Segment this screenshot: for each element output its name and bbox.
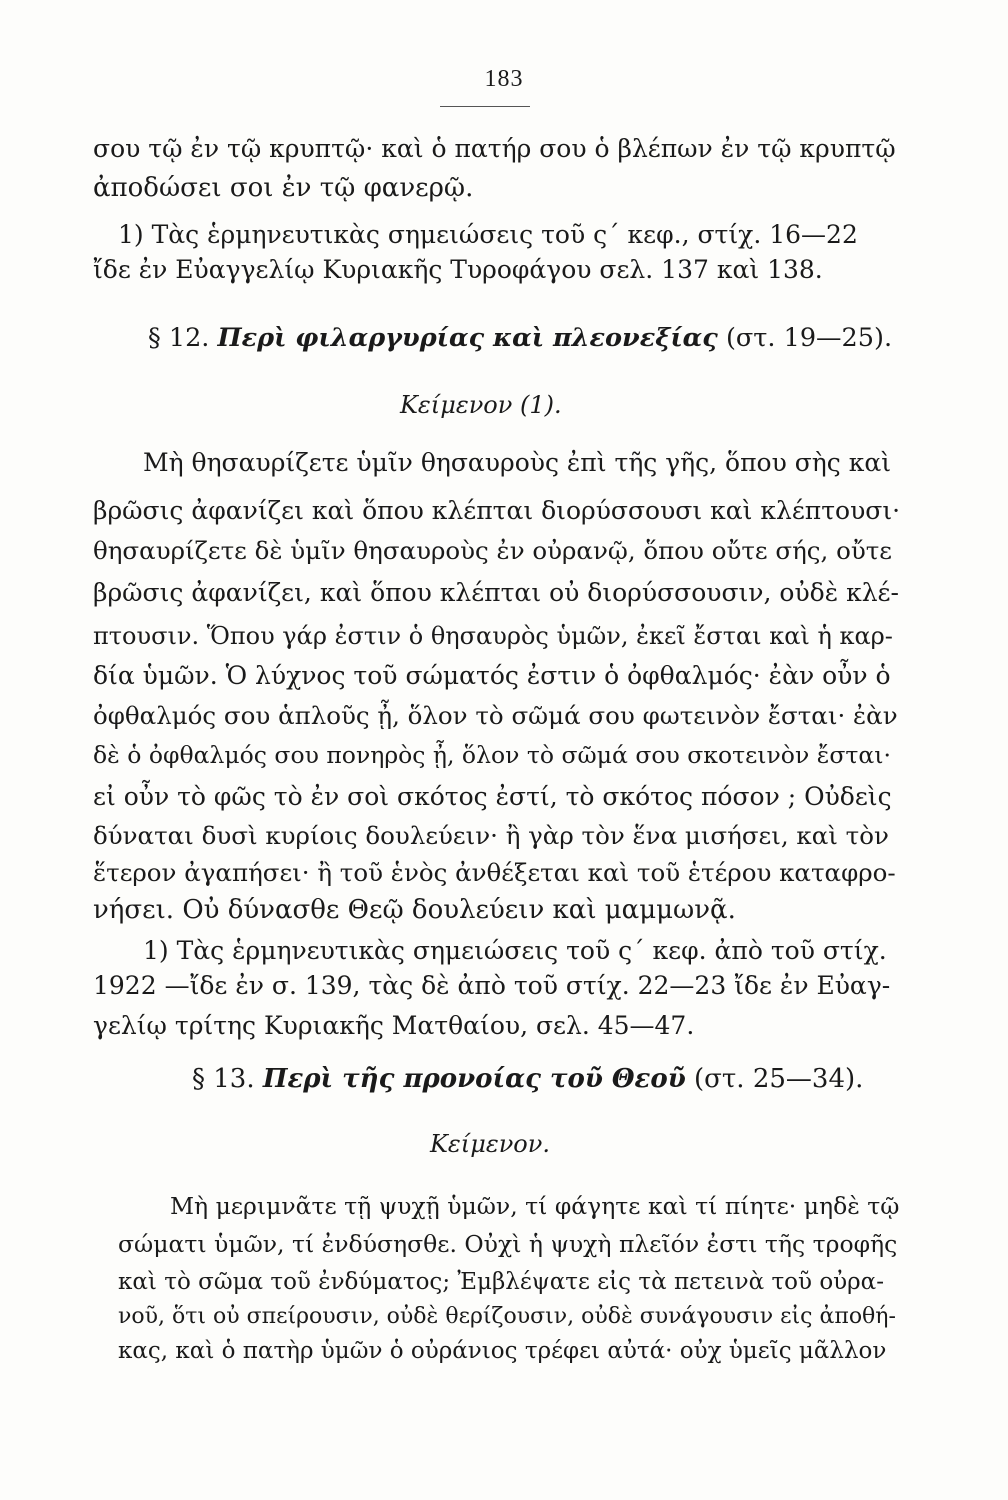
section-12-subheading: Κείμενον (1). <box>400 391 562 419</box>
footnote-line: 1) Τὰς ἑρμηνευτικὰς σημειώσεις τοῦ ς΄ κεφ. ἀπὸ τοῦ στίχ. <box>143 936 887 965</box>
text-line: δία ὑμῶν. Ὁ λύχνος τοῦ σώματός ἐστιν ὁ ὀφθαλμός· ἐὰν οὖν ὁ <box>93 661 891 690</box>
text-line: καὶ τὸ σῶμα τοῦ ἐνδύματος; Ἐμβλέψατε εἰς τὰ πετεινὰ τοῦ οὐρα- <box>118 1269 884 1295</box>
footnote-line: 1) Τὰς ἑρμηνευτικὰς σημειώσεις τοῦ ς΄ κεφ., στίχ. 16—22 <box>118 220 858 249</box>
section-13-subheading: Κείμενον. <box>430 1130 550 1158</box>
text-line: δὲ ὁ ὀφθαλμός σου πονηρὸς ᾖ, ὅλον τὸ σῶμά σου σκοτεινὸν ἔσται· <box>93 741 891 769</box>
page-number: 183 <box>484 66 524 92</box>
text-line: εἰ οὖν τὸ φῶς τὸ ἐν σοὶ σκότος ἐστί, τὸ σκότος πόσον ; Οὐδεὶς <box>93 782 892 811</box>
text-line: σώματι ὑμῶν, τί ἐνδύσησθε. Οὐχὶ ἡ ψυχὴ πλεῖόν ἐστι τῆς τροφῆς <box>118 1230 898 1258</box>
text-line: νοῦ, ὅτι οὐ σπείρουσιν, οὐδὲ θερίζουσιν, οὐδὲ συνάγουσιν εἰς ἀποθή- <box>118 1304 896 1329</box>
text-line: ὀφθαλμός σου ἁπλοῦς ᾖ, ὅλον τὸ σῶμά σου φωτεινὸν ἔσται· ἐὰν <box>93 701 898 730</box>
text-line: δύναται δυσὶ κυρίοις δουλεύειν· ἢ γὰρ τὸν ἕνα μισήσει, καὶ τὸν <box>93 821 889 850</box>
text-line: πτουσιν. Ὅπου γάρ ἐστιν ὁ θησαυρὸς ὑμῶν, ἐκεῖ ἔσται καὶ ἡ καρ- <box>93 622 893 650</box>
text-line: Μὴ μεριμνᾶτε τῇ ψυχῇ ὑμῶν, τί φάγητε καὶ τί πίητε· μηδὲ τῷ <box>170 1192 900 1220</box>
section-number: § 12. <box>148 323 210 353</box>
section-13-heading <box>192 1063 863 1095</box>
section-range: (στ. 25—34). <box>694 1064 864 1094</box>
section-range: (στ. 19—25). <box>725 323 893 353</box>
text-line: θησαυρίζετε δὲ ὑμῖν θησαυροὺς ἐν οὐρανῷ, ὅπου οὔτε σής, οὔτε <box>93 536 892 565</box>
text-line: βρῶσις ἀφανίζει καὶ ὅπου κλέπται διορύσσουσι καὶ κλέπτουσι· <box>93 496 901 525</box>
text-line: νήσει. Οὐ δύνασθε Θεῷ δουλεύειν καὶ μαμμωνᾷ. <box>93 895 736 925</box>
text-line: βρῶσις ἀφανίζει, καὶ ὅπου κλέπται οὐ διορύσσουσιν, οὐδὲ κλέ- <box>93 578 899 607</box>
section-12-heading <box>148 322 892 354</box>
text-line: κας, καὶ ὁ πατὴρ ὑμῶν ὁ οὐράνιος τρέφει αὐτά· οὐχ ὑμεῖς μᾶλλον <box>118 1338 887 1364</box>
header-rule <box>440 106 530 107</box>
text-line: ἕτερον ἀγαπήσει· ἢ τοῦ ἑνὸς ἀνθέξεται καὶ τοῦ ἑτέρου καταφρο- <box>93 858 896 887</box>
footnote-line: γελίῳ τρίτης Κυριακῆς Ματθαίου, σελ. 45—47. <box>93 1011 695 1040</box>
text-line: Μὴ θησαυρίζετε ὑμῖν θησαυροὺς ἐπὶ τῆς γῆς, ὅπου σὴς καὶ <box>143 448 892 477</box>
footnote-line: 1922 —ἴδε ἐν σ. 139, τὰς δὲ ἀπὸ τοῦ στίχ. 22—23 ἴδε ἐν Εὐαγ- <box>93 971 891 1000</box>
footnote-line: ἴδε ἐν Εὐαγγελίῳ Κυριακῆς Τυροφάγου σελ. 137 καὶ 138. <box>93 255 823 284</box>
section-number: § 13. <box>192 1064 255 1094</box>
section-title: Περὶ τῆς προνοίας τοῦ Θεοῦ <box>262 1064 686 1094</box>
text-line: ἀποδώσει σοι ἐν τῷ φανερῷ. <box>93 173 474 203</box>
section-title: Περὶ φιλαργυρίας καὶ πλεονεξίας <box>217 323 718 353</box>
text-line: σου τῷ ἐν τῷ κρυπτῷ· καὶ ὁ πατήρ σου ὁ βλέπων ἐν τῷ κρυπτῷ <box>93 134 896 163</box>
